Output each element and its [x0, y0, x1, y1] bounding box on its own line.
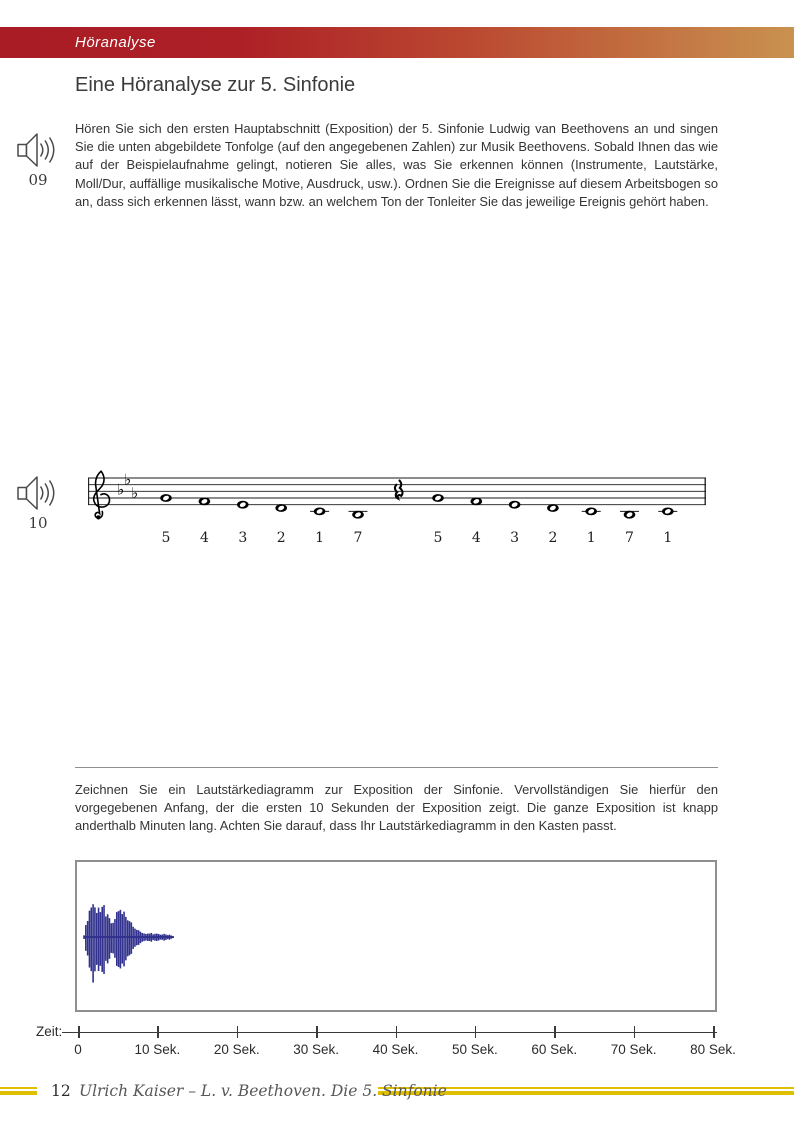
audio-track-number: 10 [28, 514, 48, 532]
scale-degree-label: 5 [161, 530, 171, 546]
task-paragraph: Zeichnen Sie ein Lautstärkediagramm zur Exposition der Sinfonie. Vervollständigen Sie hierfür den vorgegebenen Anfang, der die ersten 10 Sekunden der Exposition zeigt. Die ganze Exposition ist knapp anderthalb Minuten lang. Achten Sie darauf, dass Ihr Lautstärkediagramm in den Kasten passt. [75, 782, 718, 834]
whole-note [509, 501, 521, 509]
whole-note [275, 504, 287, 512]
page-number: 12 [51, 1082, 71, 1100]
time-axis-line [62, 1032, 717, 1034]
whole-note [547, 504, 559, 512]
treble-clef-icon [94, 471, 110, 519]
time-axis-label: Zeit: [36, 1024, 63, 1039]
scale-degree-label: 2 [276, 530, 286, 546]
time-axis [0, 1020, 794, 1080]
axis-tick [316, 1026, 318, 1038]
whole-note [662, 507, 674, 515]
axis-tick-label: 50 Sek. [451, 1042, 498, 1057]
scale-degree-label: 3 [238, 530, 248, 546]
audio-track-number: 09 [28, 171, 48, 189]
scale-degree-label: 2 [548, 530, 558, 546]
section-title: Höranalyse [75, 34, 156, 51]
axis-tick-label: 30 Sek. [293, 1042, 340, 1057]
intro-paragraph: Hören Sie sich den ersten Hauptabschnitt (Exposition) der 5. Sinfonie Ludwig van Beethovens an und singen Sie die unten abgebildete Tonfolge (auf den angegebenen Zahlen) zur Musik Beethovens. Sobald Ihnen das wie auf der Beispielaufnahme gelingt, notieren Sie alles, was Sie erkennen können (Instrumente, Lautstärke, Moll/Dur, auffällige musikalische Motive, Ausdruck, usw.). Ordnen Sie die Ereignisse auf diesem Arbeitsbogen so an, dass sich erkennen lässt, wann bzw. an welchem Ton der Tonleiter Sie das jeweilige Ereignis gehört haben. [75, 121, 718, 209]
audio-track-10 [16, 474, 60, 532]
scale-degree-label: 3 [510, 530, 520, 546]
axis-tick [237, 1026, 239, 1038]
whole-note [314, 507, 326, 515]
axis-tick [634, 1026, 636, 1038]
flat-accidental-icon: ♭ [117, 480, 125, 499]
scale-degree-label: 7 [353, 530, 363, 546]
scale-degree-label: 1 [586, 530, 596, 546]
accent-bar [0, 1091, 37, 1095]
quarter-rest-icon [395, 481, 403, 499]
audio-track-09 [16, 131, 60, 189]
whole-note [160, 494, 172, 502]
footer-rule-left [0, 1087, 37, 1095]
axis-tick-label: 0 [74, 1042, 82, 1057]
footer-citation: Ulrich Kaiser – L. v. Beethoven. Die 5. Sinfonie [79, 1082, 447, 1100]
axis-tick [78, 1026, 80, 1038]
volume-diagram-box[interactable] [75, 860, 717, 1012]
axis-tick [157, 1026, 159, 1038]
scale-degree-label: 1 [315, 530, 325, 546]
scale-degree-label: 7 [625, 530, 634, 546]
axis-tick-label: 10 Sek. [134, 1042, 181, 1057]
scale-degree-label: 5 [433, 530, 443, 546]
axis-tick [475, 1026, 477, 1038]
accent-bar [0, 1087, 37, 1089]
whole-note [471, 497, 483, 505]
whole-note [237, 501, 249, 509]
section-header-bar [0, 27, 794, 58]
axis-tick-label: 40 Sek. [372, 1042, 419, 1057]
speaker-icon[interactable] [16, 474, 60, 512]
scale-degree-label: 1 [663, 530, 673, 546]
speaker-icon[interactable] [16, 131, 60, 169]
flat-accidental-icon: ♭ [131, 484, 139, 503]
axis-tick [554, 1026, 556, 1038]
whole-note [624, 511, 636, 519]
axis-tick-label: 80 Sek. [690, 1042, 736, 1057]
scale-degree-label: 4 [471, 530, 481, 546]
axis-tick-label: 20 Sek. [213, 1042, 260, 1057]
section-divider [75, 767, 718, 768]
page-title: Eine Höranalyse zur 5. Sinfonie [75, 74, 356, 96]
scale-degree-label: 4 [199, 530, 209, 546]
whole-note [352, 511, 364, 519]
whole-note [432, 494, 444, 502]
whole-note [199, 497, 211, 505]
axis-tick-label: 70 Sek. [610, 1042, 657, 1057]
music-staff [88, 465, 706, 551]
flat-accidental-icon: ♭ [124, 470, 132, 489]
axis-tick [396, 1026, 398, 1038]
whole-note [585, 507, 597, 515]
axis-tick [713, 1026, 715, 1038]
axis-tick-label: 60 Sek. [531, 1042, 578, 1057]
